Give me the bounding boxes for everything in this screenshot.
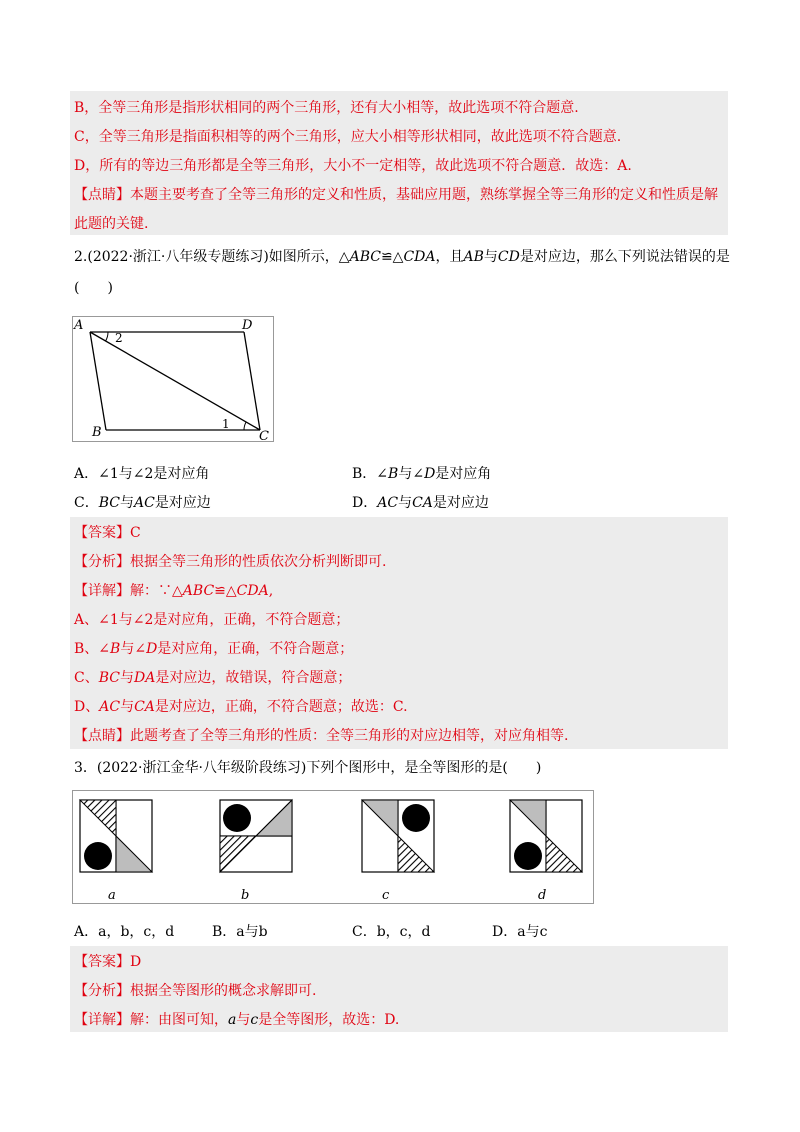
q2-detail-cong: ≌△ [214, 583, 237, 599]
question-3-stem: 3．(2022·浙江金华·八年级阶段练习)下列个图形中，是全等图形的是( ) [74, 760, 542, 776]
q3-analysis-text: 根据全等图形的概念求解即可. [130, 983, 317, 999]
q3-detail-pre: 解：由图可知， [130, 1012, 228, 1028]
q3-detail-tag: 【详解】 [74, 1012, 130, 1028]
vertex-d-label: D [242, 318, 253, 333]
q2-detail-tag: 【详解】 [74, 583, 130, 599]
angle-2-label: 2 [115, 331, 123, 345]
q2-oc-v1: BC [98, 495, 120, 511]
q2-lc-v2: DA [133, 670, 156, 686]
q2-lb-v1: B [110, 641, 121, 657]
q2-ob-pre: B．∠ [352, 466, 389, 482]
q2-oc-post: 是对应边 [154, 495, 211, 511]
label-b: b [241, 888, 250, 903]
parallelogram-figure [72, 316, 274, 442]
q2-detail [74, 581, 273, 601]
label-c: c [382, 888, 390, 903]
vertex-a-label: A [74, 318, 84, 333]
q3-option-b: B．a与b [212, 924, 268, 940]
q2-option-d [352, 493, 489, 513]
q2-od-pre: D． [352, 495, 378, 511]
q2-oc-pre: C． [74, 495, 99, 511]
q3-answer [74, 952, 141, 972]
q2-detail-b [74, 639, 353, 659]
q2-answer [74, 523, 141, 543]
angle-1-label: 1 [222, 417, 230, 431]
comment-line-2: 此题的关键. [74, 216, 149, 232]
q2-cong: ≌△ [380, 249, 404, 265]
q2-mid2: 与 [483, 249, 498, 265]
q2-abc: ABC [349, 249, 381, 265]
option-d-explanation: D，所有的等边三角形都是全等三角形，大小不一定相等，故此选项不符合题意．故选：A. [74, 158, 632, 174]
q2-detail-a: A、∠1与∠2是对应角，正确，不符合题意； [74, 612, 350, 628]
q3-answer-value: D [130, 954, 142, 970]
q2-detail-d [74, 697, 408, 717]
comment-tag: 【点睛】 [74, 187, 130, 203]
q3-detail [74, 1010, 399, 1030]
q2-ld-v1: AC [99, 699, 121, 715]
q3-answer-tag: 【答案】 [74, 954, 130, 970]
square-d [510, 800, 582, 872]
q2-stem-prefix: 2.(2022·浙江·八年级专题练习)如图所示，△ [74, 249, 350, 265]
q2-oc-mid: 与 [119, 495, 134, 511]
q3-analysis-tag: 【分析】 [74, 983, 130, 999]
q2-ob-post: 是对应角 [435, 466, 492, 482]
q3-detail-mid: 与 [236, 1012, 251, 1028]
q2-lc-mid: 与 [119, 670, 134, 686]
q2-lb-post: 是对应角，正确，不符合题意； [157, 641, 354, 657]
q2-lb-v2: D [146, 641, 158, 657]
comment-line-1 [74, 185, 718, 205]
q2-detail-post: , [268, 583, 274, 599]
q3-option-d: D．a与c [492, 924, 548, 940]
q2-od-mid: 与 [398, 495, 413, 511]
q2-lb-pre: B、∠ [74, 641, 111, 657]
label-a: a [108, 888, 116, 903]
square-c [362, 800, 434, 872]
q2-ld-mid: 与 [120, 699, 135, 715]
q3-detail-v1: a [228, 1012, 237, 1028]
q2-lc-v1: BC [98, 670, 120, 686]
vertex-b-label: B [92, 425, 102, 440]
q2-analysis-tag: 【分析】 [74, 554, 130, 570]
q2-analysis [74, 552, 386, 572]
q3-option-c: C．b，c，d [352, 924, 431, 940]
q3-analysis [74, 981, 316, 1001]
comment-text-1: 本题主要考查了全等三角形的定义和性质，基础应用题，熟练掌握全等三角形的定义和性质是解 [130, 187, 718, 203]
square-b [220, 800, 292, 872]
label-d: d [538, 888, 547, 903]
q2-detail-abc: ABC [182, 583, 215, 599]
q2-detail-c [74, 668, 351, 688]
four-squares-figure [72, 790, 594, 904]
q2-lb-mid: 与∠ [120, 641, 147, 657]
q2-ob-mid: 与∠ [398, 466, 425, 482]
q3-detail-post: 是全等图形，故选：D. [258, 1012, 400, 1028]
q2-ld-v2: CA [134, 699, 155, 715]
q2-od-v2: CA [412, 495, 433, 511]
q2-option-b [352, 464, 491, 484]
q2-option-a: A．∠1与∠2是对应角 [74, 466, 210, 482]
option-b-explanation: B，全等三角形是指形状相同的两个三角形，还有大小相等，故此选项不符合题意. [74, 100, 579, 116]
q2-ab: AB [463, 249, 484, 265]
square-a [80, 800, 152, 872]
q3-detail-v2: c [250, 1012, 259, 1028]
q2-cda: CDA [403, 249, 436, 265]
q2-detail-cda: CDA [236, 583, 269, 599]
q2-option-c [74, 493, 211, 513]
vertex-c-label: C [259, 429, 269, 442]
option-c-explanation: C，全等三角形是指面积相等的两个三角形，应大小相等形状相同，故此选项不符合题意. [74, 129, 622, 145]
q2-ld-pre: D、 [74, 699, 100, 715]
q2-oc-v2: AC [133, 495, 155, 511]
q2-answer-value: C [130, 525, 141, 541]
q2-mid1: ，且 [435, 249, 464, 265]
q2-ob-v2: D [424, 466, 436, 482]
question-2-stem [74, 247, 730, 267]
q2-ld-post: 是对应边，正确，不符合题意；故选：C. [154, 699, 408, 715]
q3-option-a: A．a，b，c，d [74, 924, 175, 940]
question-2-paren: ( ) [74, 280, 113, 296]
q2-od-post: 是对应边 [432, 495, 489, 511]
q2-od-v1: AC [377, 495, 399, 511]
q2-comment-text: 此题考查了全等三角形的性质：全等三角形的对应边相等，对应角相等. [130, 728, 569, 744]
q2-detail-pre: 解：∵△ [130, 583, 183, 599]
q2-lc-post: 是对应边，故错误，符合题意； [155, 670, 352, 686]
q2-cd: CD [497, 249, 520, 265]
q2-answer-tag: 【答案】 [74, 525, 130, 541]
q2-lc-pre: C、 [74, 670, 99, 686]
q2-analysis-text: 根据全等三角形的性质依次分析判断即可. [130, 554, 387, 570]
q2-ob-v1: B [388, 466, 399, 482]
q2-mid3: 是对应边，那么下列说法错误的是 [519, 249, 730, 265]
q2-comment-tag: 【点睛】 [74, 728, 130, 744]
figure-frame [73, 317, 274, 442]
q2-comment [74, 726, 568, 746]
